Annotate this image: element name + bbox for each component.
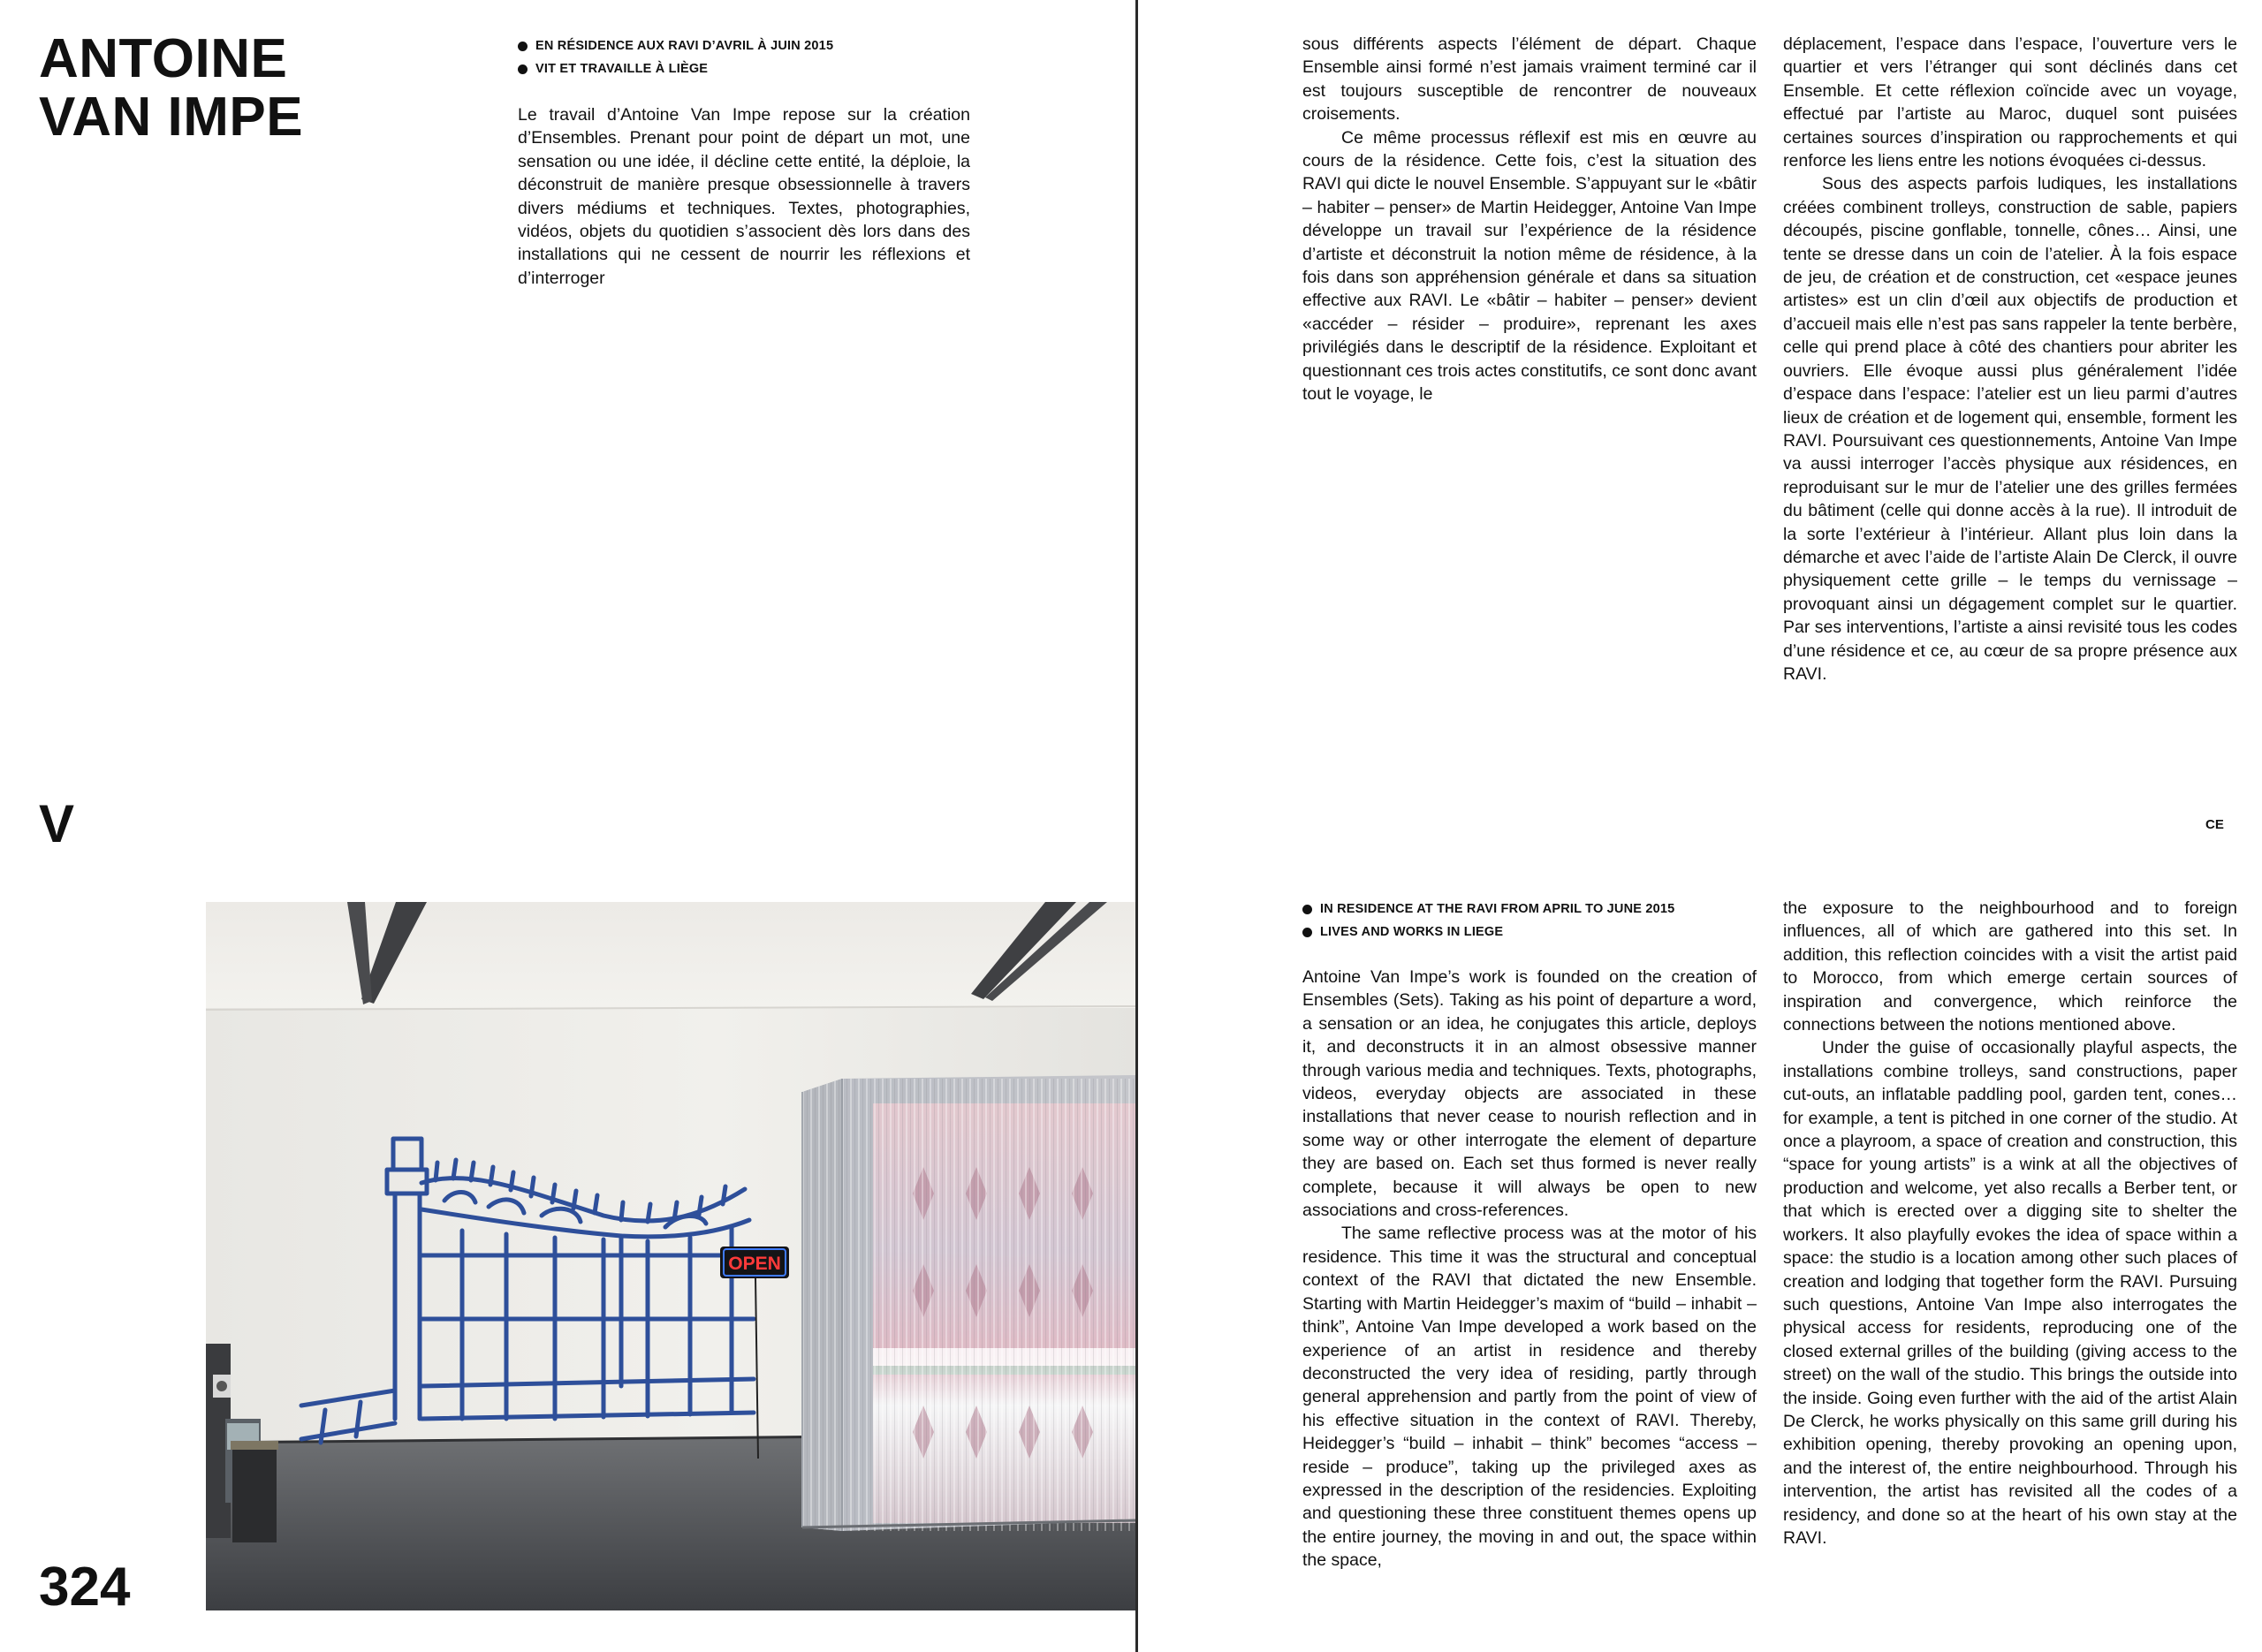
paragraph: Antoine Van Impe’s work is founded on the creation of Ensembles (Sets). Taking as his point of departure a word, a sensation or an idea, he conjugates this article, deploys it, and deconstructs it in an almost obsessive manner through various media and techniques. Texts, photographs, videos, everyday objects are associated in these installations that never cease to nourish reflection and in some way or other interrogate the element of departure they are based on. Each set thus formed is never really complete, because it will always be open to new associations and cross-references. [1302,967,1757,1221]
meta-item: VIT ET TRAVAILLE À LIÈGE [518,57,833,80]
svg-text:OPEN: OPEN [728,1254,781,1274]
bullet-icon [1302,928,1312,937]
en-text-column-1 [1302,966,1757,1572]
paragraph: Sous des aspects parfois ludiques, les installations créées combinent trolleys, construction de sable, papiers découpés, piscine gonflable, tonnelle, cônes… Ainsi, une tente se dresse dans un coin de l’atelier. À la fois espace de jeu, de création et de construction, cet «espace jeunes artistes» est un clin d’œil aux objectifs de production et d’accueil mais elle n’est pas sans rappeler la tente berbère, celle qui prend place à côté des chantiers pour abriter les ouvriers. Elle évoque aussi plus généralement l’idée d’espace dans l’espace: l’atelier est un lieu parmi d’autres lieux de création et de logement qui, ensemble, forment les RAVI. Poursuivant ces questionnements, Antoine Van Impe va aussi interroger l’accès physique aux résidences, en reproduisant sur le mur de l’atelier une des grilles fermées du bâtiment (celle qui donne accès à la rue). Il introduit de la sorte l’extérieur à l’intérieur. Allant plus loin dans la démarche et avec l’aide de l’artiste Alain De Clerck, il ouvre physiquement cette grille – le temps du vernissage – provoquant ainsi un dégagement complet sur le quartier. Par ses interventions, l’artiste a ainsi revisité tous les codes d’une résidence et ce, au cœur de sa propre présence aux RAVI. [1783,174,2237,684]
paragraph: sous différents aspects l’élément de départ. Chaque Ensemble ainsi formé n’est jamais vraiment terminé car il est toujours susceptible de rencontrer de nouveaux croisements. [1302,34,1757,125]
paragraph: the exposure to the neighbourhood and to foreign influences, all of which are gathered into this set. In addition, this reflection coincides with a visit the artist paid to Morocco, from which emerge certain sources of inspiration and convergence, which reinforce the connections between the notions mentioned above. [1783,898,2237,1035]
installation-photo [206,902,1135,1610]
residency-meta-fr [518,34,833,80]
paragraph: Le travail d’Antoine Van Impe repose sur la création d’Ensembles. Prenant pour point de départ un mot, une sensation ou une idée, il décline cette entité, la déploie, la déconstruit de manière presque obsessionnelle à travers divers médiums et techniques. Textes, photographies, vidéos, objets du quotidien s’associent dès lors dans des installations qui ne cessent de nourrir les réflexions et d’interroger [518,105,970,288]
bullet-icon [518,64,528,74]
fr-text-column-3 [1783,33,2237,686]
meta-item: EN RÉSIDENCE AUX RAVI D’AVRIL À JUIN 2015 [518,34,833,57]
fr-text-column-2 [1302,33,1757,406]
bullet-icon [518,42,528,51]
page-number: 324 [39,1557,131,1618]
meta-item: IN RESIDENCE AT THE RAVI FROM APRIL TO JUNE 2015 [1302,898,1674,921]
page-gutter [1135,0,1138,1652]
paragraph: Ce même processus réflexif est mis en œuvre au cours de la résidence. Cette fois, c’est la situation des RAVI qui dicte le nouvel Ensemble. S’appuyant sur le «bâtir – habiter – penser» de Martin Heidegger, Antoine Van Impe développe un travail sur l’expérience de la résidence d’artiste et déconstruit la notion même de résidence, à la fois dans son appréhension générale et dans sa situation effective aux RAVI. Le «bâtir – habiter – penser» devient «accéder – résider – produire», reprenant les axes privilégiés dans le descriptif de la résidence. Exploitant et questionnant ces trois actes constitutifs, ce sont donc avant tout le voyage, le [1302,127,1757,405]
bullet-icon [1302,905,1312,914]
fr-text-column-1 [518,103,970,290]
residency-meta-en [1302,898,1674,943]
artist-name-title [39,30,463,147]
corner-mark: CE [2205,817,2224,832]
title-line-1: ANTOINE [39,28,288,89]
paragraph: déplacement, l’espace dans l’espace, l’ouverture vers le quartier et vers l’étranger qui sont déclinés dans cet Ensemble. Et cette réflexion coïncide avec un voyage, effectué par l’artiste au Maroc, duquel sont puisées certaines sources d’inspiration ou rapprochements et qui renforce les liens entre les notions évoquées ci-dessus. [1783,34,2237,171]
installation-photo-drawing [206,902,1135,1610]
meta-item: LIVES AND WORKS IN LIEGE [1302,921,1674,943]
en-text-column-2 [1783,897,2237,1550]
section-letter: V [39,794,75,853]
paragraph: The same reflective process was at the motor of his residence. This time it was the structural and conceptual context of the RAVI that dictated the new Ensemble. Starting with Martin Heidegger’s maxim of “build – inhabit – think”, Antoine Van Impe developed a work based on the experience of an artist in residence and thereby deconstructed the very idea of residing, partly through general apprehension and partly from the point of view of his effective situation in the context of RAVI. Thereby, Heidegger’s “build – inhabit – think” becomes “access – reside – produce”, taking up the privileged axes as expressed in the description of the residencies. Exploiting and questioning these three constituent themes opens up the entire journey, the moving in and out, the space within the space, [1302,1224,1757,1571]
paragraph: Under the guise of occasionally playful aspects, the installations combine trolleys, sand constructions, paper cut-outs, an inflatable paddling pool, garden tent, cones… for example, a tent is pitched in one corner of the studio. At once a playroom, a space of creation and construction, this “space for young artists” is a wink at all the objectives of production and welcome, yet also recalls a Berber tent, or that which is erected over a digging site to shelter the workers. It also playfully evokes the idea of space within a space: the studio is a location among other such places of creation and lodging that together form the RAVI. Pursuing such questions, Antoine Van Impe also interrogates the physical access for residents, reproducing one of the closed external grilles of the building (giving access to the street) on the wall of the studio. This brings the outside into the inside. Going even further with the aid of the artist Alain De Clerck, he works physically on this same grill during his exhibition opening, thereby provoking an opening upon, and the interest of, the entire neighbourhood. Through his intervention, the artist has revisited all the codes of a residency, and done so at the heart of his own stay at the RAVI. [1783,1038,2237,1548]
title-line-2: VAN IMPE [39,87,304,148]
translucent-panel-installation [802,1075,1135,1531]
